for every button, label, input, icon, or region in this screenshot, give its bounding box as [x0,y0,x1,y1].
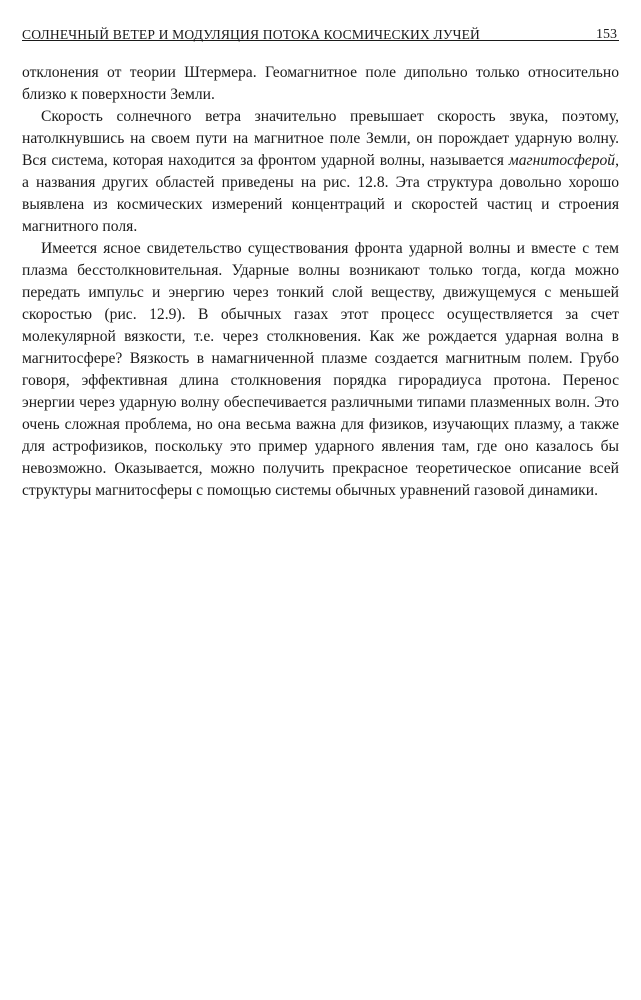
paragraph-solar-wind-shock [22,106,619,238]
paragraph-collisionless-shock [22,238,619,502]
running-title: СОЛНЕЧНЫЙ ВЕТЕР И МОДУЛЯЦИЯ ПОТОКА КОСМИЧЕСКИХ ЛУЧЕЙ [22,27,481,42]
page-number: 153 [596,27,617,42]
running-head [22,20,619,42]
paragraph-continuation [22,62,619,106]
term-magnetosphere: магнитосферой [508,152,616,169]
body-text [22,62,619,502]
paragraph-text: отклонения от теории Штермера. Геомагнитное поле дипольно только относительно близко к поверхности Земли. [22,64,619,103]
paragraph-text: Имеется ясное свидетельство существования фронта ударной волны и вместе с тем плазма бесстолкновительная. Ударные волны возникают только тогда, когда можно передать импульс и энергию через тонкий слой веществу, движущемуся с меньшей скоростью (рис. 12.9). В обычных газах этот процесс осуществляется за счет молекулярной вязкости, т.е. через столкновения. Как же рождается ударная волна в магнитосфере? Вязкость в намагниченной плазме создается магнитным полем. Грубо говоря, эффективная длина столкновения порядка гирорадиуса протона. Перенос энергии через ударную волну обеспечивается различными типами плазменных волн. Это очень сложная проблема, но она весьма важна для физиков, изучающих плазму, а также для астрофизиков, поскольку это пример ударного явления там, где оно казалось бы невозможно. Оказывается, можно получить прекрасное теоретическое описание всей структуры магнитосферы с помощью системы обычных уравнений газовой динамики. [22,240,619,499]
header-rule [22,40,619,41]
paragraph-text: Скорость солнечного ветра значительно превышает скорость звука, поэтому, натолкнувшись на своем пути на магнитное поле Земли, он порождает ударную волну. Вся система, которая находится за фронтом ударной волны, называется [22,108,619,169]
paragraph-text: , а названия других областей приведены на рис. 12.8. Эта структура довольно хорошо выявлена из космических измерений концентраций и скоростей частиц и строения магнитного поля. [22,152,619,235]
